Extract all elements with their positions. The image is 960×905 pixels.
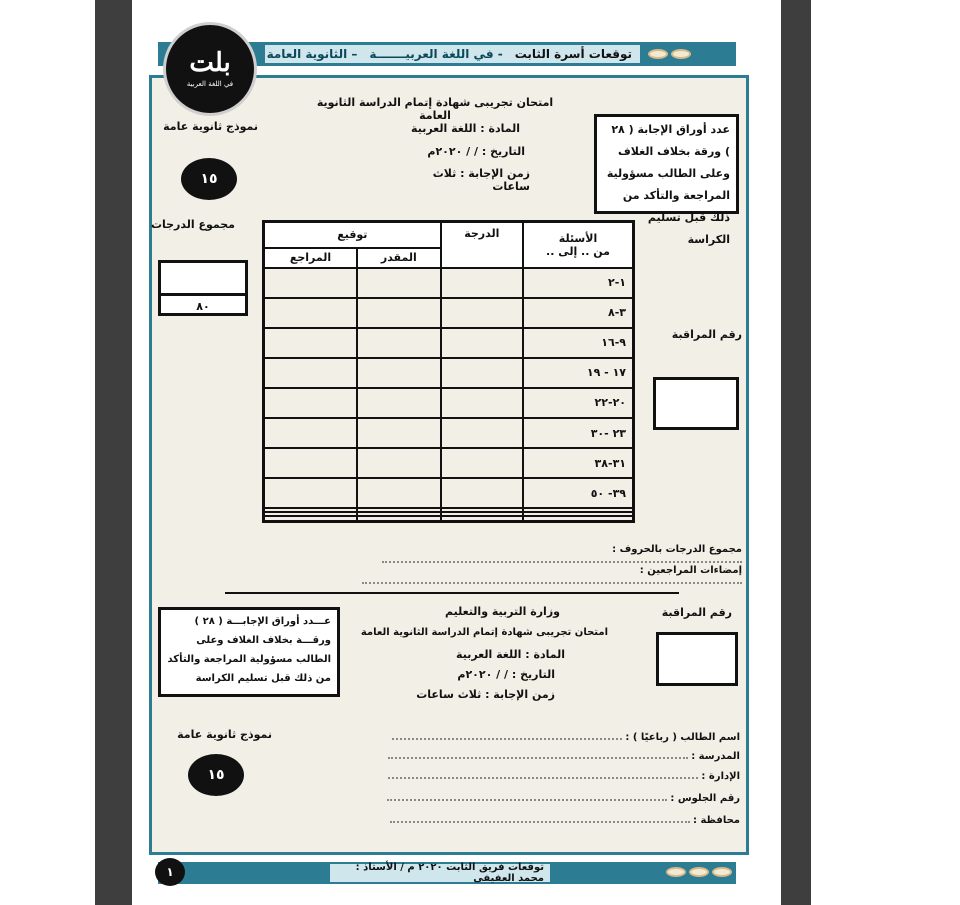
header-title [265,45,640,63]
reviewers-row [258,565,742,587]
student-name-row [380,732,740,743]
table-row [264,448,634,478]
total-in-words-field[interactable] [382,561,742,563]
notice-box-top: عدد أوراق الإجابة ( ٢٨ ) ورقة بخلاف الغلاف وعلى الطالب مسؤولية المراجعة والتأكد من ذلك قبل تسليم الكراسة [594,114,739,214]
proctor-label-top: رقم المراقبة [671,328,742,341]
table-row [264,516,634,521]
governorate-label: محافظة : [693,815,740,826]
seat-number-row [380,793,740,804]
grade-header: الدرجة [441,222,523,268]
model-label-bottom: نموذج ثانوية عامة [177,728,272,741]
header-main: توقعات أسرة الثابت [514,47,632,61]
question-range: ٣٩- ٥٠ [523,478,634,508]
seat-number-label: رقم الجلوس : [670,793,740,804]
date-line: التاريخ : / / ٢٠٢٠م [427,145,525,158]
footer-ornament [666,867,732,877]
proctor-label-bottom: رقم المراقبة [661,606,732,619]
question-range [523,516,634,521]
governorate-field[interactable] [390,821,690,823]
table-row [264,298,634,328]
proctor-box-bottom[interactable] [656,632,738,686]
governorate-row [380,815,740,826]
school-field[interactable] [388,757,688,759]
reviewers-label: إمضاءات المراجعين : [639,565,742,576]
header-ornament [648,49,691,59]
reviewer-header: المراجع [264,248,358,268]
table-row [264,358,634,388]
questions-header-label: الأسئلة [558,231,598,245]
administration-row [380,771,740,782]
header-level: – الثانوية العامة [266,47,358,61]
model-number-bottom: ١٥ [188,754,244,796]
seat-number-field[interactable] [387,799,667,801]
subject-line-bottom: المادة : اللغة العربية [456,648,565,661]
student-name-field[interactable] [392,738,622,740]
table-row [264,388,634,418]
total-value: ٨٠ [196,300,210,313]
proctor-box-top[interactable] [653,377,739,430]
assessor-header: المقدر [357,248,441,268]
model-number-top: ١٥ [181,158,237,200]
grades-table [262,220,635,523]
logo-text: بلت [189,48,231,78]
reviewers-field[interactable] [362,582,742,584]
question-range: ١-٢ [523,268,634,298]
table-row [264,328,634,358]
question-range: ١٧ - ١٩ [523,358,634,388]
question-range: ٩-١٦ [523,328,634,358]
total-box [158,260,248,316]
ministry: وزارة التربية والتعليم [445,605,560,618]
table-row [264,418,634,448]
school-row [380,751,740,762]
total-label: مجموع الدرجات [150,218,235,231]
separator-line [225,592,679,594]
date-line-bottom: التاريخ : / / ٢٠٢٠م [457,668,555,681]
logo [163,22,257,116]
footer-text: توقعات فريق الثابت ٢٠٢٠ م / الأستاذ : محمد العفيفى [330,864,550,882]
questions-header-sub: من .. إلى .. [546,244,610,258]
administration-field[interactable] [388,777,698,779]
notice-box-bottom: عـــدد أوراق الإجابـــة ( ٢٨ ) ورقـــة بخلاف الغلاف وعلى الطالب مسؤولية المراجعة والتأكد من ذلك قبل تسليم الكراسة [158,607,340,697]
signature-header: توقيع [264,222,441,248]
model-label-top: نموذج ثانوية عامة [163,120,258,133]
student-name-label: اسم الطالب ( رباعيًا ) : [625,732,740,743]
total-in-words-row [258,544,742,566]
administration-label: الإدارة : [701,771,740,782]
questions-header [523,222,634,268]
page-number: ١ [155,858,185,886]
exam-title-bottom: امتحان تجريبى شهادة إتمام الدراسة الثانوية العامة [360,627,608,638]
subject-line: المادة : اللغة العربية [411,122,520,135]
question-range: ٢٣ -٣٠ [523,418,634,448]
table-row [264,268,634,298]
question-range: ٣١-٣٨ [523,448,634,478]
school-label: المدرسة : [691,751,740,762]
question-range: ٣-٨ [523,298,634,328]
total-in-words-label: مجموع الدرجات بالحروف : [612,544,742,555]
table-row [264,478,634,508]
logo-subtext: في اللغة العربية [186,80,234,88]
question-range: ٢٠-٢٢ [523,388,634,418]
left-dark-margin [95,0,132,905]
duration-line-bottom: زمن الإجابة : ثلاث ساعات [416,688,555,701]
exam-title: امتحان تجريبى شهادة إتمام الدراسة الثانوية العامة [316,96,554,122]
duration-line: زمن الإجابة : ثلاث ساعات [432,167,530,193]
right-dark-margin [781,0,811,905]
header-subject: - في اللغة العربيـــــــة [369,47,503,61]
